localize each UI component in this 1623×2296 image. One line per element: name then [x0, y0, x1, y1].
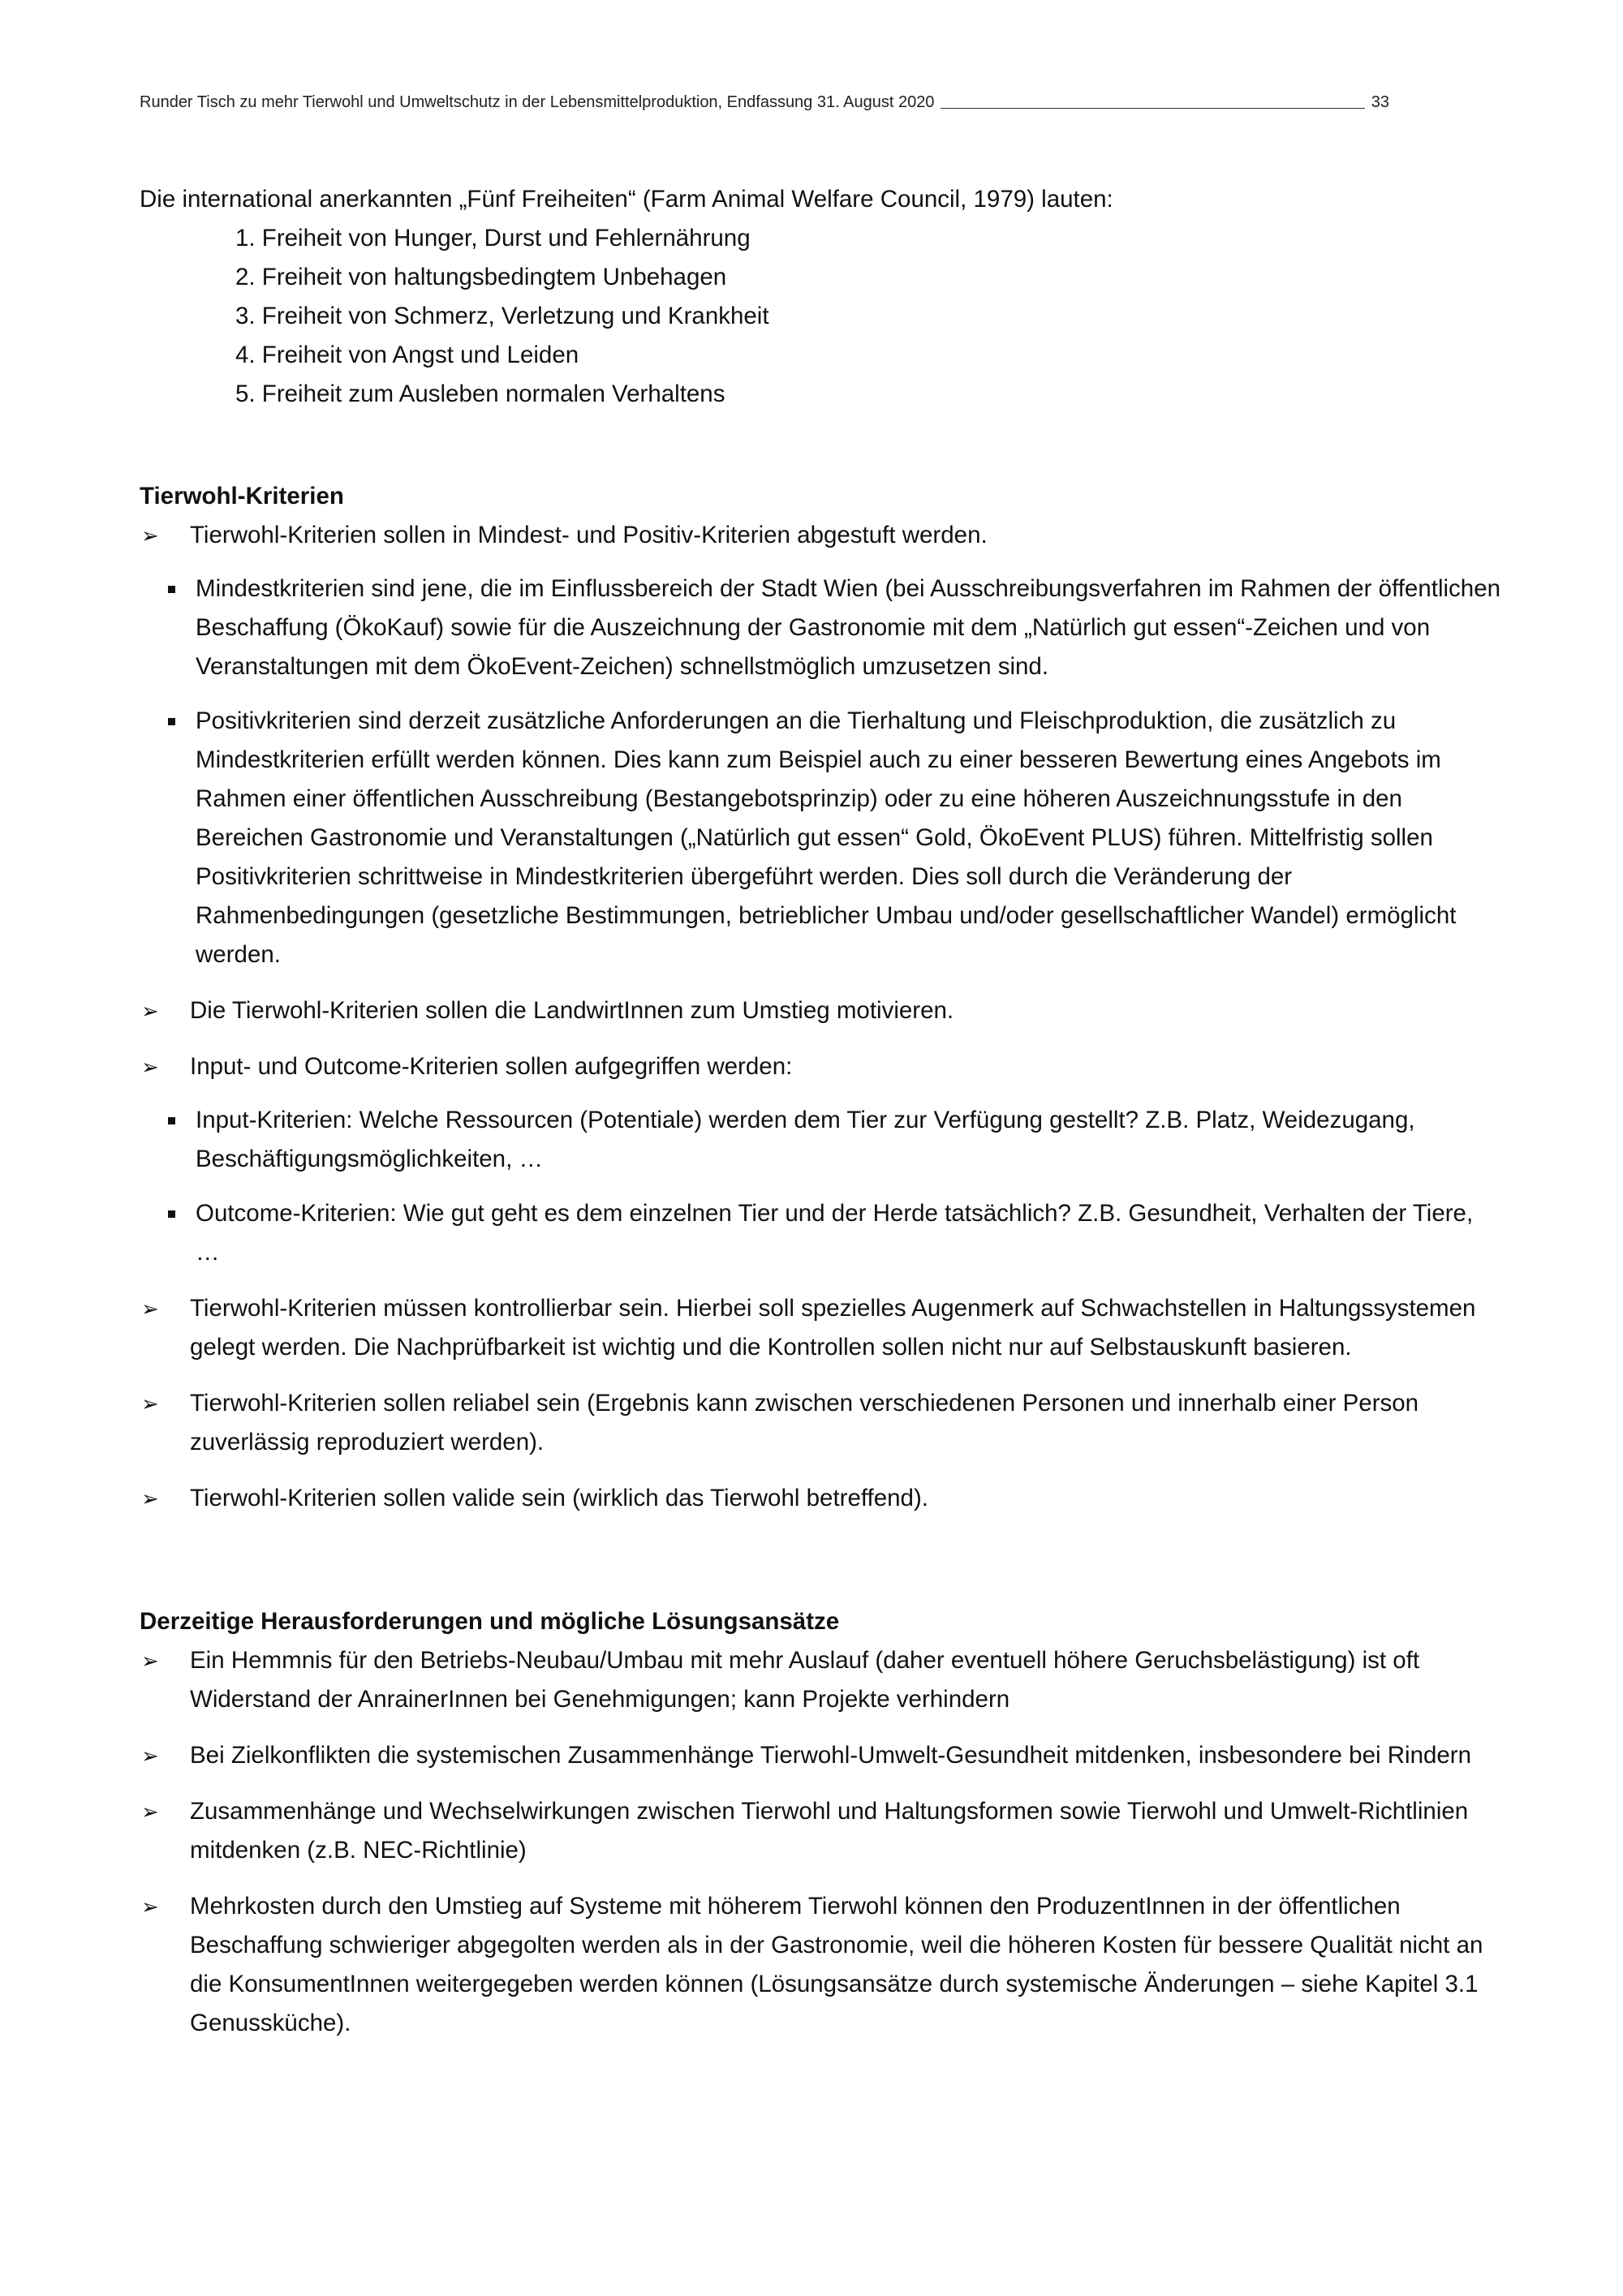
list-item-text: Tierwohl-Kriterien müssen kontrollierbar sein. Hierbei soll spezielles Augenmerk auf Schwachstellen in Haltungssystemen gelegt werden. Die Nachprüfbarkeit ist wichtig und die Kontrollen sollen nicht nur auf Selbstauskunft basieren.: [190, 1295, 1476, 1361]
list-item: 4. Freiheit von Angst und Leiden: [235, 342, 579, 368]
list-item-text: Mehrkosten durch den Umstieg auf Systeme mit höherem Tierwohl können den ProduzentInnen in der öffentlichen Beschaffung schwieriger abgegolten werden als in der Gastronomie, weil die höheren Kosten für bessere Qualität nicht an die KonsumentInnen weitergegeben werden können (Lösungsansätze durch systemische Änderungen – siehe Kapitel 3.1 Genussküche).: [190, 1893, 1483, 2036]
list-item: 1. Freiheit von Hunger, Durst und Fehlernährung: [235, 225, 751, 252]
list-item-text: Zusammenhänge und Wechselwirkungen zwischen Tierwohl und Haltungsformen sowie Tierwohl und Umwelt-Richtlinien mitdenken (z.B. NEC-Richtlinie): [190, 1798, 1469, 1864]
square-bullet-icon: [168, 1117, 175, 1124]
list-item-text: Bei Zielkonflikten die systemischen Zusammenhänge Tierwohl-Umwelt-Gesundheit mitdenken, insbesondere bei Rindern: [190, 1742, 1472, 1769]
list-item-text: Positivkriterien sind derzeit zusätzliche Anforderungen an die Tierhaltung und Fleischproduktion, die zusätzlich zu Mindestkriterien erfüllt werden können. Dies kann zum Beispiel auch zu einer besseren Bewertung eines Angebots im Rahmen einer öffentlichen Ausschreibung (Bestangebotsprinzip) oder zu eine höheren Auszeichnungsstufe in den Bereichen Gastronomie und Veranstaltungen („Natürlich gut essen“ Gold, ÖkoEvent PLUS) führen. Mittelfristig sollen Positivkriterien schrittweise in Mindestkriterien übergeführt werden. Dies soll durch die Veränderung der Rahmenbedingungen (gesetzliche Bestimmungen, betrieblicher Umbau und/oder gesellschaftlicher Wandel) ermöglicht werden.: [196, 707, 1457, 968]
list-item: [140, 516, 1503, 974]
list-item-text: Mindestkriterien sind jene, die im Einflussbereich der Stadt Wien (bei Ausschreibungsverfahren im Rahmen der öffentlichen Beschaffung (ÖkoKauf) sowie für die Auszeichnung der Gastronomie mit dem „Natürlich gut essen“-Zeichen und von Veranstaltungen mit dem ÖkoEvent-Zeichen) schnellstmöglich umzusetzen sind.: [196, 575, 1501, 680]
list-item-text: Input-Kriterien: Welche Ressourcen (Potentiale) werden dem Tier zur Verfügung gestellt? Z.B. Platz, Weidezugang, Beschäftigungsmöglichkeiten, …: [196, 1107, 1415, 1172]
square-bullet-icon: [168, 718, 175, 725]
list-item: [140, 1047, 1503, 1272]
arrow-bullet-icon: ➢: [141, 1894, 159, 1919]
list-item: [140, 1289, 1503, 1367]
section-heading-tierwohl-kriterien: Tierwohl-Kriterien: [140, 483, 344, 510]
nested-criteria-list: [168, 570, 1503, 974]
list-item: [168, 1194, 1503, 1272]
arrow-bullet-icon: ➢: [141, 1799, 159, 1824]
header-title: Runder Tisch zu mehr Tierwohl und Umweltschutz in der Lebensmittelproduktion, Endfassung 31. August 2020: [140, 93, 935, 111]
list-item: [140, 1736, 1503, 1775]
list-item: [168, 1101, 1503, 1179]
intro-paragraph: Die international anerkannten „Fünf Freiheiten“ (Farm Animal Welfare Council, 1979) lauten:: [140, 186, 1113, 213]
arrow-bullet-icon: ➢: [141, 1391, 159, 1416]
arrow-bullet-icon: ➢: [141, 1649, 159, 1673]
square-bullet-icon: [168, 586, 175, 593]
arrow-bullet-icon: ➢: [141, 523, 159, 548]
running-header: [140, 91, 1389, 114]
list-item-text: Input- und Outcome-Kriterien sollen aufgegriffen werden:: [190, 1053, 793, 1080]
list-item-text: Ein Hemmnis für den Betriebs-Neubau/Umbau mit mehr Auslauf (daher eventuell höhere Geruchsbelästigung) ist oft Widerstand der AnrainerInnen bei Genehmigungen; kann Projekte verhindern: [190, 1647, 1420, 1713]
list-item-text: Tierwohl-Kriterien sollen in Mindest- und Positiv-Kriterien abgestuft werden.: [190, 522, 988, 548]
list-item: [140, 1887, 1503, 2043]
list-item-text: Tierwohl-Kriterien sollen valide sein (wirklich das Tierwohl betreffend).: [190, 1485, 928, 1511]
tierwohl-criteria-list: [140, 516, 1503, 1518]
arrow-bullet-icon: ➢: [141, 1743, 159, 1768]
header-rule: [941, 108, 1364, 109]
list-item: 3. Freiheit von Schmerz, Verletzung und Krankheit: [235, 303, 769, 329]
list-item: [140, 1641, 1503, 1719]
list-item-text: Die Tierwohl-Kriterien sollen die LandwirtInnen zum Umstieg motivieren.: [190, 997, 954, 1024]
list-item: [140, 991, 1503, 1030]
list-item: [140, 1792, 1503, 1870]
page-number: 33: [1371, 93, 1389, 111]
arrow-bullet-icon: ➢: [141, 1296, 159, 1321]
list-item-text: Tierwohl-Kriterien sollen reliabel sein (Ergebnis kann zwischen verschiedenen Personen und innerhalb einer Person zuverlässig reproduziert werden).: [190, 1390, 1419, 1455]
nested-list-wrapper: [168, 1101, 1503, 1272]
section-heading-herausforderungen: Derzeitige Herausforderungen und mögliche Lösungsansätze: [140, 1608, 840, 1635]
list-item: [140, 1479, 1503, 1518]
arrow-bullet-icon: ➢: [141, 1055, 159, 1079]
list-item: [140, 1384, 1503, 1462]
page-body: [140, 180, 1503, 2060]
arrow-bullet-icon: ➢: [141, 999, 159, 1023]
arrow-bullet-icon: ➢: [141, 1486, 159, 1511]
list-item: [168, 570, 1503, 686]
challenges-list: [140, 1641, 1503, 2043]
five-freedoms-list: [140, 219, 1503, 414]
nested-list-wrapper: [168, 570, 1503, 974]
nested-criteria-list: [168, 1101, 1503, 1272]
list-item-text: Outcome-Kriterien: Wie gut geht es dem einzelnen Tier und der Herde tatsächlich? Z.B. Gesundheit, Verhalten der Tiere, …: [196, 1200, 1474, 1266]
list-item: [168, 702, 1503, 974]
square-bullet-icon: [168, 1210, 175, 1218]
list-item: 2. Freiheit von haltungsbedingtem Unbehagen: [235, 264, 727, 290]
list-item: 5. Freiheit zum Ausleben normalen Verhaltens: [235, 381, 725, 407]
